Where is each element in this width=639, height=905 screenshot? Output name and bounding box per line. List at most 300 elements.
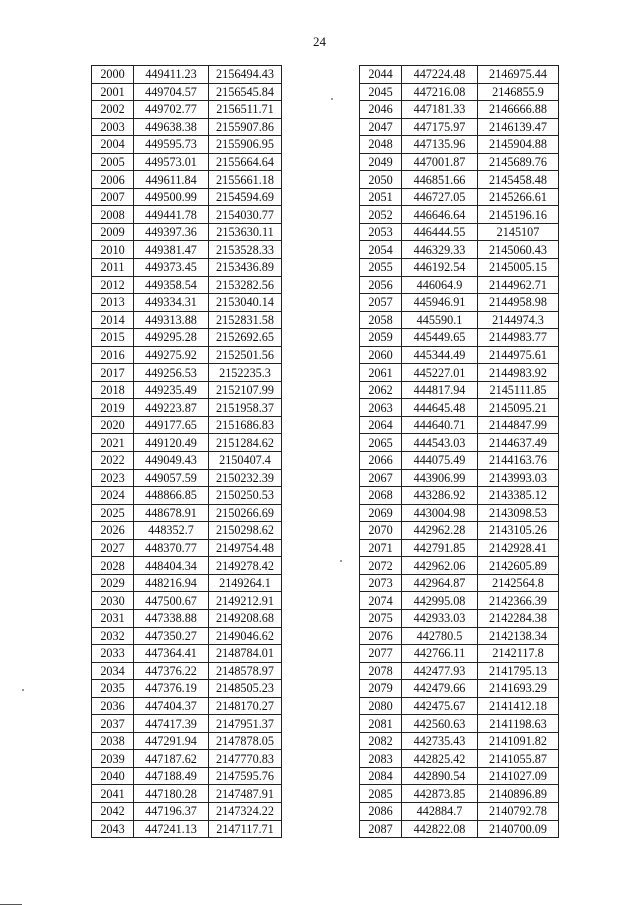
point-number-cell: 2081 xyxy=(360,715,402,733)
table-row xyxy=(92,171,282,189)
y-coordinate-cell: 2142366.39 xyxy=(478,592,559,610)
x-coordinate-cell: 442890.54 xyxy=(402,767,478,785)
point-number-cell: 2051 xyxy=(360,188,402,206)
y-coordinate-cell: 2152501.56 xyxy=(209,346,282,364)
y-coordinate-cell: 2148505.23 xyxy=(209,680,282,698)
table-row xyxy=(92,294,282,312)
point-number-cell: 2070 xyxy=(360,522,402,540)
x-coordinate-cell: 449373.45 xyxy=(134,259,209,277)
x-coordinate-cell: 445227.01 xyxy=(402,364,478,382)
x-coordinate-cell: 442873.85 xyxy=(402,785,478,803)
y-coordinate-cell: 2149208.68 xyxy=(209,609,282,627)
x-coordinate-cell: 444640.71 xyxy=(402,416,478,434)
x-coordinate-cell: 442791.85 xyxy=(402,539,478,557)
y-coordinate-cell: 2147595.76 xyxy=(209,767,282,785)
point-number-cell: 2011 xyxy=(92,259,134,277)
point-number-cell: 2019 xyxy=(92,399,134,417)
point-number-cell: 2052 xyxy=(360,206,402,224)
table-row xyxy=(360,627,559,645)
y-coordinate-cell: 2152692.65 xyxy=(209,329,282,347)
scan-speck xyxy=(340,560,342,562)
x-coordinate-cell: 445449.65 xyxy=(402,329,478,347)
y-coordinate-cell: 2145095.21 xyxy=(478,399,559,417)
y-coordinate-cell: 2151686.83 xyxy=(209,416,282,434)
y-coordinate-cell: 2149264.1 xyxy=(209,574,282,592)
y-coordinate-cell: 2152235.3 xyxy=(209,364,282,382)
table-row xyxy=(92,715,282,733)
table-row xyxy=(92,241,282,259)
point-number-cell: 2067 xyxy=(360,469,402,487)
table-row xyxy=(360,276,559,294)
table-row xyxy=(92,750,282,768)
point-number-cell: 2027 xyxy=(92,539,134,557)
point-number-cell: 2016 xyxy=(92,346,134,364)
point-number-cell: 2036 xyxy=(92,697,134,715)
point-number-cell: 2040 xyxy=(92,767,134,785)
x-coordinate-cell: 442962.28 xyxy=(402,522,478,540)
y-coordinate-cell: 2153528.33 xyxy=(209,241,282,259)
y-coordinate-cell: 2145904.88 xyxy=(478,136,559,154)
table-row xyxy=(92,522,282,540)
point-number-cell: 2047 xyxy=(360,118,402,136)
table-row xyxy=(92,329,282,347)
y-coordinate-cell: 2152107.99 xyxy=(209,381,282,399)
table-row xyxy=(360,188,559,206)
x-coordinate-cell: 449334.31 xyxy=(134,294,209,312)
coordinates-table-right-body xyxy=(360,66,559,838)
y-coordinate-cell: 2142117.8 xyxy=(478,645,559,663)
point-number-cell: 2064 xyxy=(360,416,402,434)
table-row xyxy=(92,452,282,470)
x-coordinate-cell: 448216.94 xyxy=(134,574,209,592)
y-coordinate-cell: 2147770.83 xyxy=(209,750,282,768)
x-coordinate-cell: 449638.38 xyxy=(134,118,209,136)
y-coordinate-cell: 2155664.64 xyxy=(209,153,282,171)
x-coordinate-cell: 442560.63 xyxy=(402,715,478,733)
x-coordinate-cell: 445590.1 xyxy=(402,311,478,329)
x-coordinate-cell: 448370.77 xyxy=(134,539,209,557)
point-number-cell: 2021 xyxy=(92,434,134,452)
x-coordinate-cell: 442825.42 xyxy=(402,750,478,768)
y-coordinate-cell: 2141198.63 xyxy=(478,715,559,733)
x-coordinate-cell: 447291.94 xyxy=(134,732,209,750)
x-coordinate-cell: 447417.39 xyxy=(134,715,209,733)
table-row xyxy=(92,487,282,505)
point-number-cell: 2041 xyxy=(92,785,134,803)
point-number-cell: 2038 xyxy=(92,732,134,750)
point-number-cell: 2054 xyxy=(360,241,402,259)
table-row xyxy=(360,785,559,803)
y-coordinate-cell: 2143105.26 xyxy=(478,522,559,540)
table-row xyxy=(92,627,282,645)
table-row xyxy=(92,66,282,84)
table-row xyxy=(360,504,559,522)
x-coordinate-cell: 446444.55 xyxy=(402,223,478,241)
x-coordinate-cell: 442475.67 xyxy=(402,697,478,715)
x-coordinate-cell: 449177.65 xyxy=(134,416,209,434)
table-row xyxy=(92,785,282,803)
x-coordinate-cell: 449573.01 xyxy=(134,153,209,171)
point-number-cell: 2078 xyxy=(360,662,402,680)
x-coordinate-cell: 447500.67 xyxy=(134,592,209,610)
point-number-cell: 2022 xyxy=(92,452,134,470)
point-number-cell: 2045 xyxy=(360,83,402,101)
x-coordinate-cell: 446064.9 xyxy=(402,276,478,294)
point-number-cell: 2084 xyxy=(360,767,402,785)
y-coordinate-cell: 2144983.77 xyxy=(478,329,559,347)
table-row xyxy=(92,662,282,680)
y-coordinate-cell: 2153282.56 xyxy=(209,276,282,294)
x-coordinate-cell: 449611.84 xyxy=(134,171,209,189)
x-coordinate-cell: 448866.85 xyxy=(134,487,209,505)
y-coordinate-cell: 2146855.9 xyxy=(478,83,559,101)
x-coordinate-cell: 445344.49 xyxy=(402,346,478,364)
point-number-cell: 2037 xyxy=(92,715,134,733)
point-number-cell: 2003 xyxy=(92,118,134,136)
y-coordinate-cell: 2152831.58 xyxy=(209,311,282,329)
point-number-cell: 2026 xyxy=(92,522,134,540)
table-row xyxy=(92,118,282,136)
coordinates-table-right xyxy=(359,65,559,838)
table-row xyxy=(92,820,282,838)
scan-speck xyxy=(331,98,333,100)
point-number-cell: 2071 xyxy=(360,539,402,557)
point-number-cell: 2086 xyxy=(360,802,402,820)
point-number-cell: 2023 xyxy=(92,469,134,487)
y-coordinate-cell: 2144637.49 xyxy=(478,434,559,452)
table-row xyxy=(360,241,559,259)
point-number-cell: 2032 xyxy=(92,627,134,645)
table-row xyxy=(92,399,282,417)
table-row xyxy=(360,767,559,785)
x-coordinate-cell: 443004.98 xyxy=(402,504,478,522)
y-coordinate-cell: 2148170.27 xyxy=(209,697,282,715)
point-number-cell: 2055 xyxy=(360,259,402,277)
y-coordinate-cell: 2140700.09 xyxy=(478,820,559,838)
coordinates-table-left xyxy=(91,65,282,838)
x-coordinate-cell: 442780.5 xyxy=(402,627,478,645)
table-row xyxy=(92,346,282,364)
y-coordinate-cell: 2141795.13 xyxy=(478,662,559,680)
y-coordinate-cell: 2153630.11 xyxy=(209,223,282,241)
y-coordinate-cell: 2145060.43 xyxy=(478,241,559,259)
y-coordinate-cell: 2155907.86 xyxy=(209,118,282,136)
y-coordinate-cell: 2149046.62 xyxy=(209,627,282,645)
x-coordinate-cell: 444817.94 xyxy=(402,381,478,399)
table-row xyxy=(92,645,282,663)
table-row xyxy=(360,136,559,154)
y-coordinate-cell: 2149278.42 xyxy=(209,557,282,575)
table-row xyxy=(92,469,282,487)
point-number-cell: 2074 xyxy=(360,592,402,610)
x-coordinate-cell: 447241.13 xyxy=(134,820,209,838)
point-number-cell: 2008 xyxy=(92,206,134,224)
x-coordinate-cell: 449275.92 xyxy=(134,346,209,364)
point-number-cell: 2056 xyxy=(360,276,402,294)
x-coordinate-cell: 449223.87 xyxy=(134,399,209,417)
table-row xyxy=(360,399,559,417)
x-coordinate-cell: 442477.93 xyxy=(402,662,478,680)
x-coordinate-cell: 449049.43 xyxy=(134,452,209,470)
x-coordinate-cell: 447364.41 xyxy=(134,645,209,663)
point-number-cell: 2057 xyxy=(360,294,402,312)
y-coordinate-cell: 2156511.71 xyxy=(209,101,282,119)
table-row xyxy=(92,101,282,119)
x-coordinate-cell: 446851.66 xyxy=(402,171,478,189)
point-number-cell: 2046 xyxy=(360,101,402,119)
point-number-cell: 2039 xyxy=(92,750,134,768)
point-number-cell: 2001 xyxy=(92,83,134,101)
point-number-cell: 2000 xyxy=(92,66,134,84)
y-coordinate-cell: 2153436.89 xyxy=(209,259,282,277)
x-coordinate-cell: 449235.49 xyxy=(134,381,209,399)
x-coordinate-cell: 449397.36 xyxy=(134,223,209,241)
table-row xyxy=(360,522,559,540)
table-row xyxy=(92,574,282,592)
point-number-cell: 2015 xyxy=(92,329,134,347)
y-coordinate-cell: 2144962.71 xyxy=(478,276,559,294)
table-row xyxy=(360,83,559,101)
table-row xyxy=(360,662,559,680)
y-coordinate-cell: 2142138.34 xyxy=(478,627,559,645)
table-row xyxy=(360,118,559,136)
x-coordinate-cell: 449256.53 xyxy=(134,364,209,382)
table-row xyxy=(92,83,282,101)
y-coordinate-cell: 2145266.61 xyxy=(478,188,559,206)
table-row xyxy=(360,223,559,241)
y-coordinate-cell: 2144847.99 xyxy=(478,416,559,434)
x-coordinate-cell: 443906.99 xyxy=(402,469,478,487)
point-number-cell: 2085 xyxy=(360,785,402,803)
y-coordinate-cell: 2150250.53 xyxy=(209,487,282,505)
table-row xyxy=(92,188,282,206)
point-number-cell: 2014 xyxy=(92,311,134,329)
x-coordinate-cell: 444543.03 xyxy=(402,434,478,452)
y-coordinate-cell: 2151284.62 xyxy=(209,434,282,452)
point-number-cell: 2020 xyxy=(92,416,134,434)
point-number-cell: 2062 xyxy=(360,381,402,399)
y-coordinate-cell: 2155906.95 xyxy=(209,136,282,154)
point-number-cell: 2077 xyxy=(360,645,402,663)
x-coordinate-cell: 446192.54 xyxy=(402,259,478,277)
coordinates-table-left-body xyxy=(92,66,282,838)
point-number-cell: 2076 xyxy=(360,627,402,645)
x-coordinate-cell: 442822.08 xyxy=(402,820,478,838)
table-row xyxy=(92,680,282,698)
table-row xyxy=(360,434,559,452)
table-row xyxy=(360,381,559,399)
table-row xyxy=(92,539,282,557)
x-coordinate-cell: 442735.43 xyxy=(402,732,478,750)
y-coordinate-cell: 2145689.76 xyxy=(478,153,559,171)
x-coordinate-cell: 447187.62 xyxy=(134,750,209,768)
point-number-cell: 2004 xyxy=(92,136,134,154)
point-number-cell: 2030 xyxy=(92,592,134,610)
x-coordinate-cell: 449381.47 xyxy=(134,241,209,259)
table-row xyxy=(92,592,282,610)
point-number-cell: 2013 xyxy=(92,294,134,312)
y-coordinate-cell: 2148784.01 xyxy=(209,645,282,663)
point-number-cell: 2044 xyxy=(360,66,402,84)
table-row xyxy=(92,732,282,750)
point-number-cell: 2034 xyxy=(92,662,134,680)
y-coordinate-cell: 2149212.91 xyxy=(209,592,282,610)
x-coordinate-cell: 449595.73 xyxy=(134,136,209,154)
table-row xyxy=(92,276,282,294)
x-coordinate-cell: 442933.03 xyxy=(402,609,478,627)
table-row xyxy=(92,136,282,154)
table-row xyxy=(360,802,559,820)
y-coordinate-cell: 2145107 xyxy=(478,223,559,241)
point-number-cell: 2010 xyxy=(92,241,134,259)
y-coordinate-cell: 2150266.69 xyxy=(209,504,282,522)
x-coordinate-cell: 444075.49 xyxy=(402,452,478,470)
y-coordinate-cell: 2155661.18 xyxy=(209,171,282,189)
y-coordinate-cell: 2150407.4 xyxy=(209,452,282,470)
x-coordinate-cell: 447376.22 xyxy=(134,662,209,680)
x-coordinate-cell: 449313.88 xyxy=(134,311,209,329)
y-coordinate-cell: 2143385.12 xyxy=(478,487,559,505)
x-coordinate-cell: 447135.96 xyxy=(402,136,478,154)
x-coordinate-cell: 447188.49 xyxy=(134,767,209,785)
point-number-cell: 2049 xyxy=(360,153,402,171)
x-coordinate-cell: 449500.99 xyxy=(134,188,209,206)
y-coordinate-cell: 2140896.89 xyxy=(478,785,559,803)
table-row xyxy=(92,434,282,452)
x-coordinate-cell: 446727.05 xyxy=(402,188,478,206)
point-number-cell: 2083 xyxy=(360,750,402,768)
table-row xyxy=(360,609,559,627)
x-coordinate-cell: 446646.64 xyxy=(402,206,478,224)
point-number-cell: 2048 xyxy=(360,136,402,154)
x-coordinate-cell: 446329.33 xyxy=(402,241,478,259)
table-row xyxy=(360,294,559,312)
point-number-cell: 2031 xyxy=(92,609,134,627)
y-coordinate-cell: 2141055.87 xyxy=(478,750,559,768)
table-row xyxy=(92,609,282,627)
y-coordinate-cell: 2146139.47 xyxy=(478,118,559,136)
x-coordinate-cell: 448352.7 xyxy=(134,522,209,540)
point-number-cell: 2009 xyxy=(92,223,134,241)
x-coordinate-cell: 447196.37 xyxy=(134,802,209,820)
table-row xyxy=(360,329,559,347)
point-number-cell: 2024 xyxy=(92,487,134,505)
table-row xyxy=(92,767,282,785)
table-row xyxy=(92,259,282,277)
point-number-cell: 2002 xyxy=(92,101,134,119)
x-coordinate-cell: 448404.34 xyxy=(134,557,209,575)
y-coordinate-cell: 2144983.92 xyxy=(478,364,559,382)
x-coordinate-cell: 442962.06 xyxy=(402,557,478,575)
x-coordinate-cell: 447224.48 xyxy=(402,66,478,84)
table-row xyxy=(360,592,559,610)
x-coordinate-cell: 447175.97 xyxy=(402,118,478,136)
y-coordinate-cell: 2147878.05 xyxy=(209,732,282,750)
page-number: 24 xyxy=(313,34,326,49)
table-row xyxy=(92,557,282,575)
table-row xyxy=(360,715,559,733)
y-coordinate-cell: 2143993.03 xyxy=(478,469,559,487)
point-number-cell: 2025 xyxy=(92,504,134,522)
table-row xyxy=(92,311,282,329)
table-row xyxy=(360,469,559,487)
table-row xyxy=(360,171,559,189)
scan-speck xyxy=(22,689,24,691)
table-row xyxy=(360,66,559,84)
y-coordinate-cell: 2145458.48 xyxy=(478,171,559,189)
point-number-cell: 2028 xyxy=(92,557,134,575)
y-coordinate-cell: 2145196.16 xyxy=(478,206,559,224)
table-row xyxy=(92,206,282,224)
y-coordinate-cell: 2144974.3 xyxy=(478,311,559,329)
y-coordinate-cell: 2142928.41 xyxy=(478,539,559,557)
table-row xyxy=(360,487,559,505)
y-coordinate-cell: 2156494.43 xyxy=(209,66,282,84)
x-coordinate-cell: 445946.91 xyxy=(402,294,478,312)
table-row xyxy=(360,311,559,329)
x-coordinate-cell: 449057.59 xyxy=(134,469,209,487)
x-coordinate-cell: 449411.23 xyxy=(134,66,209,84)
table-row xyxy=(360,101,559,119)
table-row xyxy=(360,539,559,557)
point-number-cell: 2012 xyxy=(92,276,134,294)
table-row xyxy=(360,206,559,224)
table-row xyxy=(360,820,559,838)
point-number-cell: 2059 xyxy=(360,329,402,347)
point-number-cell: 2018 xyxy=(92,381,134,399)
point-number-cell: 2068 xyxy=(360,487,402,505)
point-number-cell: 2073 xyxy=(360,574,402,592)
x-coordinate-cell: 442884.7 xyxy=(402,802,478,820)
x-coordinate-cell: 448678.91 xyxy=(134,504,209,522)
point-number-cell: 2072 xyxy=(360,557,402,575)
point-number-cell: 2058 xyxy=(360,311,402,329)
y-coordinate-cell: 2150232.39 xyxy=(209,469,282,487)
table-row xyxy=(360,452,559,470)
point-number-cell: 2087 xyxy=(360,820,402,838)
y-coordinate-cell: 2156545.84 xyxy=(209,83,282,101)
x-coordinate-cell: 443286.92 xyxy=(402,487,478,505)
table-row xyxy=(92,381,282,399)
x-coordinate-cell: 449702.77 xyxy=(134,101,209,119)
point-number-cell: 2050 xyxy=(360,171,402,189)
table-row xyxy=(360,259,559,277)
table-row xyxy=(92,223,282,241)
point-number-cell: 2035 xyxy=(92,680,134,698)
y-coordinate-cell: 2141091.82 xyxy=(478,732,559,750)
y-coordinate-cell: 2147117.71 xyxy=(209,820,282,838)
x-coordinate-cell: 449358.54 xyxy=(134,276,209,294)
table-row xyxy=(360,645,559,663)
table-row xyxy=(360,153,559,171)
table-row xyxy=(360,364,559,382)
table-row xyxy=(360,557,559,575)
point-number-cell: 2005 xyxy=(92,153,134,171)
table-row xyxy=(360,750,559,768)
x-coordinate-cell: 449295.28 xyxy=(134,329,209,347)
y-coordinate-cell: 2142605.89 xyxy=(478,557,559,575)
point-number-cell: 2053 xyxy=(360,223,402,241)
x-coordinate-cell: 449441.78 xyxy=(134,206,209,224)
point-number-cell: 2066 xyxy=(360,452,402,470)
point-number-cell: 2060 xyxy=(360,346,402,364)
y-coordinate-cell: 2146666.88 xyxy=(478,101,559,119)
point-number-cell: 2006 xyxy=(92,171,134,189)
y-coordinate-cell: 2154594.69 xyxy=(209,188,282,206)
point-number-cell: 2075 xyxy=(360,609,402,627)
x-coordinate-cell: 442766.11 xyxy=(402,645,478,663)
table-row xyxy=(360,346,559,364)
